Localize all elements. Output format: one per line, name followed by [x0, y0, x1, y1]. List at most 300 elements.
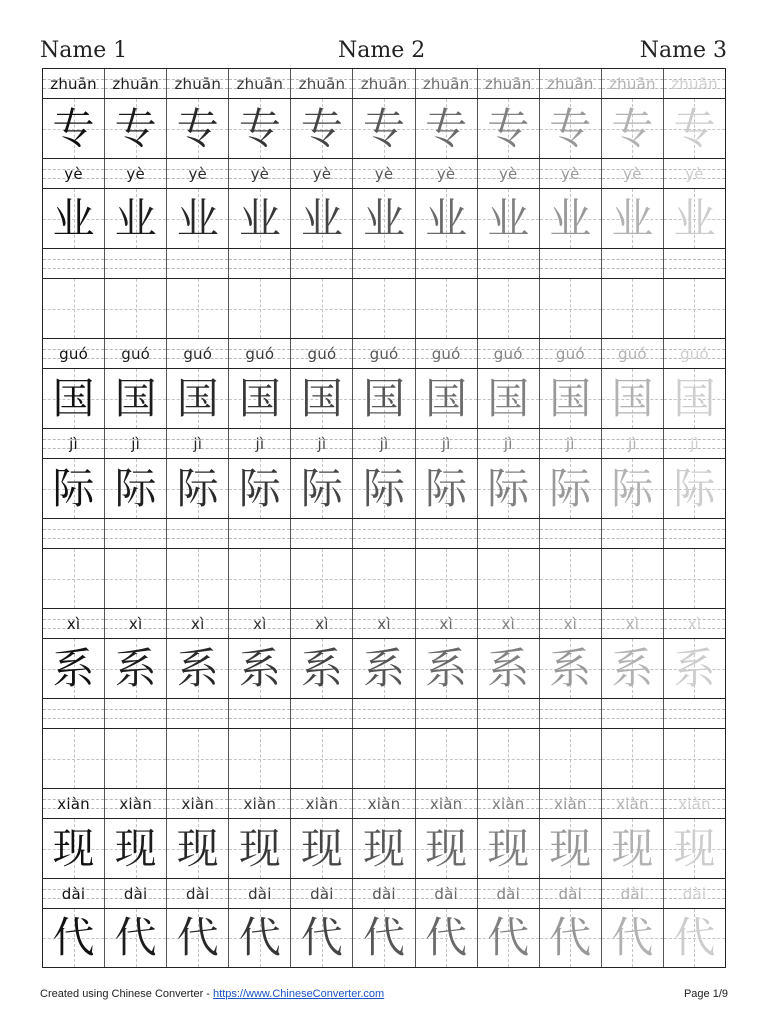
pinyin-cell [104, 429, 166, 458]
practice-character: 国 [176, 373, 219, 423]
practice-character: 现 [300, 823, 343, 873]
practice-character: 际 [363, 463, 406, 513]
practice-character: 业 [300, 193, 343, 243]
pinyin-row [42, 788, 726, 818]
character-cell [601, 459, 663, 518]
character-cell [352, 909, 414, 967]
practice-character: 现 [238, 823, 281, 873]
character-cell [104, 819, 166, 878]
character-cell [43, 279, 104, 338]
practice-character: 专 [549, 103, 592, 153]
pinyin-cell [43, 789, 104, 818]
character-cell [290, 909, 352, 967]
pinyin-text: jì [441, 434, 451, 453]
practice-character: 系 [549, 643, 592, 693]
pinyin-text: xì [439, 614, 453, 633]
pinyin-cell [43, 249, 104, 278]
pinyin-text: dài [620, 884, 645, 903]
pinyin-text: dài [185, 884, 210, 903]
pinyin-text: xiàn [243, 794, 277, 813]
pinyin-cell [601, 249, 663, 278]
pinyin-cell [352, 519, 414, 548]
pinyin-text: zhuān [174, 74, 222, 93]
pinyin-cell [104, 249, 166, 278]
practice-character: 际 [52, 463, 95, 513]
pinyin-cell [228, 429, 290, 458]
practice-character: 现 [673, 823, 716, 873]
pinyin-cell [539, 609, 601, 638]
character-cell [43, 369, 104, 428]
character-cell [539, 369, 601, 428]
character-cell [43, 99, 104, 158]
character-cell [352, 459, 414, 518]
character-row [42, 548, 726, 608]
character-cell [290, 729, 352, 788]
pinyin-cell [477, 519, 539, 548]
pinyin-text: jì [193, 434, 203, 453]
pinyin-text: dài [248, 884, 272, 903]
pinyin-text: dài [123, 884, 148, 903]
character-row [42, 188, 726, 248]
character-cell [290, 819, 352, 878]
practice-character: 国 [611, 373, 654, 423]
pinyin-cell [477, 429, 539, 458]
pinyin-row [42, 698, 726, 728]
practice-character: 际 [238, 463, 281, 513]
pinyin-text: jì [317, 434, 327, 453]
pinyin-row [42, 518, 726, 548]
pinyin-cell [290, 339, 352, 368]
practice-character: 系 [238, 643, 281, 693]
practice-character: 际 [673, 463, 716, 513]
pinyin-cell [290, 789, 352, 818]
practice-character: 专 [176, 103, 219, 153]
character-cell [663, 639, 725, 698]
pinyin-text: jì [628, 434, 637, 453]
pinyin-cell [415, 159, 477, 188]
pinyin-text: guó [369, 344, 399, 363]
pinyin-cell [166, 429, 228, 458]
character-cell [166, 909, 228, 967]
character-cell [415, 459, 477, 518]
character-cell [228, 729, 290, 788]
pinyin-cell [477, 69, 539, 98]
pinyin-cell [104, 789, 166, 818]
pinyin-cell [352, 609, 414, 638]
pinyin-text: zhuān [671, 74, 718, 93]
character-cell [601, 639, 663, 698]
pinyin-cell [477, 789, 539, 818]
pinyin-cell [228, 339, 290, 368]
pinyin-cell [104, 609, 166, 638]
pinyin-cell [352, 69, 414, 98]
pinyin-cell [477, 609, 539, 638]
pinyin-cell [43, 339, 104, 368]
character-cell [104, 369, 166, 428]
pinyin-cell [539, 249, 601, 278]
pinyin-cell [104, 699, 166, 728]
character-cell [166, 279, 228, 338]
practice-character: 现 [52, 823, 95, 873]
pinyin-cell [166, 69, 228, 98]
practice-character: 现 [363, 823, 406, 873]
practice-character: 专 [52, 103, 95, 153]
pinyin-cell [663, 699, 725, 728]
pinyin-cell [601, 699, 663, 728]
pinyin-cell [228, 789, 290, 818]
character-cell [166, 819, 228, 878]
character-cell [415, 99, 477, 158]
character-cell [104, 279, 166, 338]
pinyin-cell [166, 879, 228, 908]
pinyin-cell [43, 159, 104, 188]
pinyin-cell [663, 339, 725, 368]
practice-character: 专 [300, 103, 343, 153]
character-cell [539, 549, 601, 608]
pinyin-cell [663, 519, 725, 548]
character-cell [663, 819, 725, 878]
pinyin-text: xì [377, 614, 391, 633]
pinyin-text: dài [372, 884, 396, 903]
character-cell [601, 909, 663, 967]
pinyin-text: xiàn [57, 794, 90, 813]
pinyin-text: zhuān [112, 74, 159, 93]
character-cell [290, 459, 352, 518]
practice-character: 系 [487, 643, 530, 693]
pinyin-text: guó [183, 344, 213, 363]
pinyin-cell [43, 429, 104, 458]
pinyin-text: guó [121, 344, 151, 363]
character-cell [663, 549, 725, 608]
practice-character: 业 [176, 193, 219, 243]
pinyin-text: guó [245, 344, 275, 363]
practice-character: 国 [363, 373, 406, 423]
character-cell [663, 189, 725, 248]
character-cell [228, 639, 290, 698]
pinyin-text: zhuān [298, 74, 346, 93]
converter-link[interactable]: https://www.ChineseConverter.com [213, 988, 385, 1000]
pinyin-cell [43, 609, 104, 638]
practice-character: 系 [673, 643, 716, 693]
pinyin-text: jì [69, 434, 78, 453]
character-row [42, 728, 726, 788]
practice-character: 专 [363, 103, 406, 153]
name-label-2: Name 2 [338, 38, 426, 63]
pinyin-cell [539, 429, 601, 458]
pinyin-cell [601, 339, 663, 368]
pinyin-cell [601, 879, 663, 908]
pinyin-text: xiàn [678, 794, 711, 813]
pinyin-row [42, 608, 726, 638]
pinyin-text: dài [434, 884, 458, 903]
character-cell [601, 549, 663, 608]
character-cell [166, 639, 228, 698]
character-cell [104, 99, 166, 158]
practice-character: 国 [114, 373, 157, 423]
practice-character: 国 [238, 373, 281, 423]
practice-character: 系 [300, 643, 343, 693]
character-cell [477, 639, 539, 698]
pinyin-text: dài [496, 884, 520, 903]
pinyin-cell [228, 879, 290, 908]
character-cell [415, 549, 477, 608]
pinyin-text: yè [126, 164, 145, 183]
character-cell [539, 99, 601, 158]
pinyin-text: xiàn [554, 794, 587, 813]
character-cell [104, 459, 166, 518]
practice-character: 现 [487, 823, 530, 873]
character-cell [104, 549, 166, 608]
pinyin-cell [415, 789, 477, 818]
character-cell [43, 189, 104, 248]
practice-character: 现 [549, 823, 592, 873]
practice-character: 际 [549, 463, 592, 513]
pinyin-row [42, 428, 726, 458]
practice-character: 国 [300, 373, 343, 423]
character-cell [352, 279, 414, 338]
pinyin-cell [104, 519, 166, 548]
pinyin-text: dài [61, 884, 86, 903]
practice-character: 际 [425, 463, 468, 513]
character-cell [352, 369, 414, 428]
pinyin-text: guó [493, 344, 523, 363]
practice-character: 业 [425, 193, 468, 243]
pinyin-cell [290, 879, 352, 908]
pinyin-text: xiàn [367, 794, 401, 813]
character-cell [539, 729, 601, 788]
practice-character: 现 [611, 823, 654, 873]
pinyin-text: xì [563, 614, 578, 633]
pinyin-cell [415, 249, 477, 278]
pinyin-text: zhuān [547, 74, 594, 93]
pinyin-cell [104, 159, 166, 188]
pinyin-text: xiàn [491, 794, 525, 813]
pinyin-cell [290, 429, 352, 458]
pinyin-text: xiàn [119, 794, 152, 813]
pinyin-cell [415, 519, 477, 548]
character-cell [415, 819, 477, 878]
practice-character: 国 [549, 373, 592, 423]
practice-character: 业 [549, 193, 592, 243]
character-cell [352, 639, 414, 698]
pinyin-cell [477, 699, 539, 728]
page-number: Page 1/9 [683, 988, 728, 1000]
pinyin-text: yè [64, 164, 83, 183]
pinyin-cell [663, 429, 725, 458]
character-cell [539, 909, 601, 967]
pinyin-cell [43, 879, 104, 908]
character-cell [290, 369, 352, 428]
pinyin-cell [601, 519, 663, 548]
pinyin-text: xì [128, 614, 143, 633]
character-row [42, 908, 726, 968]
practice-character: 专 [114, 103, 157, 153]
character-cell [601, 729, 663, 788]
character-cell [477, 99, 539, 158]
character-cell [601, 99, 663, 158]
practice-character: 代 [300, 913, 343, 962]
pinyin-cell [290, 609, 352, 638]
pinyin-cell [663, 249, 725, 278]
character-cell [415, 189, 477, 248]
pinyin-text: xì [625, 614, 640, 633]
character-cell [601, 279, 663, 338]
pinyin-cell [104, 69, 166, 98]
pinyin-cell [290, 159, 352, 188]
pinyin-cell [415, 699, 477, 728]
pinyin-cell [601, 789, 663, 818]
character-cell [228, 549, 290, 608]
practice-character: 代 [549, 913, 592, 962]
character-cell [663, 909, 725, 967]
pinyin-text: xiàn [429, 794, 463, 813]
pinyin-text: guó [617, 344, 647, 363]
pinyin-text: zhuān [422, 74, 470, 93]
character-cell [352, 729, 414, 788]
character-cell [228, 279, 290, 338]
character-cell [166, 459, 228, 518]
character-cell [43, 639, 104, 698]
pinyin-cell [290, 249, 352, 278]
character-cell [352, 99, 414, 158]
practice-character: 现 [176, 823, 219, 873]
character-cell [228, 99, 290, 158]
character-cell [104, 729, 166, 788]
pinyin-text: jì [379, 434, 389, 453]
pinyin-cell [352, 159, 414, 188]
pinyin-text: zhuān [236, 74, 284, 93]
character-cell [663, 279, 725, 338]
pinyin-text: yè [623, 164, 642, 183]
pinyin-text: xì [501, 614, 515, 633]
practice-character: 业 [52, 193, 95, 243]
character-cell [601, 369, 663, 428]
character-cell [415, 729, 477, 788]
character-cell [477, 729, 539, 788]
character-cell [663, 729, 725, 788]
character-cell [601, 819, 663, 878]
practice-character: 代 [425, 913, 468, 962]
pinyin-text: xiàn [305, 794, 339, 813]
pinyin-text: jì [565, 434, 575, 453]
practice-character: 业 [114, 193, 157, 243]
character-cell [290, 639, 352, 698]
pinyin-text: guó [431, 344, 461, 363]
practice-character: 业 [673, 193, 716, 243]
pinyin-cell [352, 699, 414, 728]
pinyin-text: yè [374, 164, 394, 183]
pinyin-cell [228, 699, 290, 728]
pinyin-cell [166, 339, 228, 368]
character-row [42, 278, 726, 338]
pinyin-cell [539, 339, 601, 368]
character-cell [166, 99, 228, 158]
pinyin-text: zhuān [50, 74, 97, 93]
pinyin-cell [166, 609, 228, 638]
pinyin-cell [352, 339, 414, 368]
character-cell [477, 459, 539, 518]
practice-character: 国 [673, 373, 716, 423]
practice-character: 专 [487, 103, 530, 153]
pinyin-cell [352, 789, 414, 818]
pinyin-cell [539, 519, 601, 548]
character-cell [43, 819, 104, 878]
pinyin-text: guó [555, 344, 585, 363]
character-cell [228, 459, 290, 518]
name-header [40, 38, 727, 68]
pinyin-cell [228, 159, 290, 188]
character-cell [477, 549, 539, 608]
pinyin-text: jì [503, 434, 513, 453]
character-cell [601, 189, 663, 248]
pinyin-text: xì [191, 614, 205, 633]
pinyin-cell [415, 429, 477, 458]
practice-character: 代 [176, 913, 219, 962]
character-cell [539, 459, 601, 518]
character-row [42, 638, 726, 698]
practice-character: 代 [114, 913, 157, 962]
pinyin-cell [601, 159, 663, 188]
practice-character: 系 [425, 643, 468, 693]
practice-character: 国 [425, 373, 468, 423]
character-cell [415, 909, 477, 967]
practice-grid [42, 68, 726, 968]
pinyin-cell [166, 699, 228, 728]
practice-character: 代 [611, 913, 654, 962]
character-cell [290, 279, 352, 338]
pinyin-text: xiàn [181, 794, 214, 813]
practice-character: 业 [238, 193, 281, 243]
practice-character: 业 [363, 193, 406, 243]
pinyin-text: xiàn [616, 794, 649, 813]
practice-character: 代 [238, 913, 281, 962]
pinyin-cell [228, 609, 290, 638]
pinyin-cell [477, 879, 539, 908]
pinyin-text: yè [250, 164, 270, 183]
pinyin-text: dài [682, 884, 707, 903]
pinyin-text: yè [312, 164, 332, 183]
pinyin-cell [601, 69, 663, 98]
character-cell [415, 279, 477, 338]
character-cell [477, 279, 539, 338]
pinyin-cell [352, 879, 414, 908]
practice-character: 系 [114, 643, 157, 693]
pinyin-cell [228, 69, 290, 98]
pinyin-text: jì [690, 434, 699, 453]
character-cell [166, 369, 228, 428]
character-cell [290, 99, 352, 158]
practice-character: 现 [425, 823, 468, 873]
character-cell [663, 369, 725, 428]
practice-character: 代 [487, 913, 530, 962]
practice-character: 代 [673, 913, 716, 962]
practice-character: 系 [611, 643, 654, 693]
pinyin-row [42, 158, 726, 188]
practice-character: 业 [487, 193, 530, 243]
name-label-1: Name 1 [40, 38, 128, 63]
pinyin-cell [477, 249, 539, 278]
character-cell [663, 99, 725, 158]
pinyin-cell [43, 519, 104, 548]
character-cell [477, 189, 539, 248]
character-cell [228, 369, 290, 428]
character-cell [477, 909, 539, 967]
pinyin-text: guó [680, 344, 709, 363]
character-cell [290, 189, 352, 248]
pinyin-text: zhuān [484, 74, 532, 93]
practice-character: 国 [487, 373, 530, 423]
practice-character: 系 [176, 643, 219, 693]
